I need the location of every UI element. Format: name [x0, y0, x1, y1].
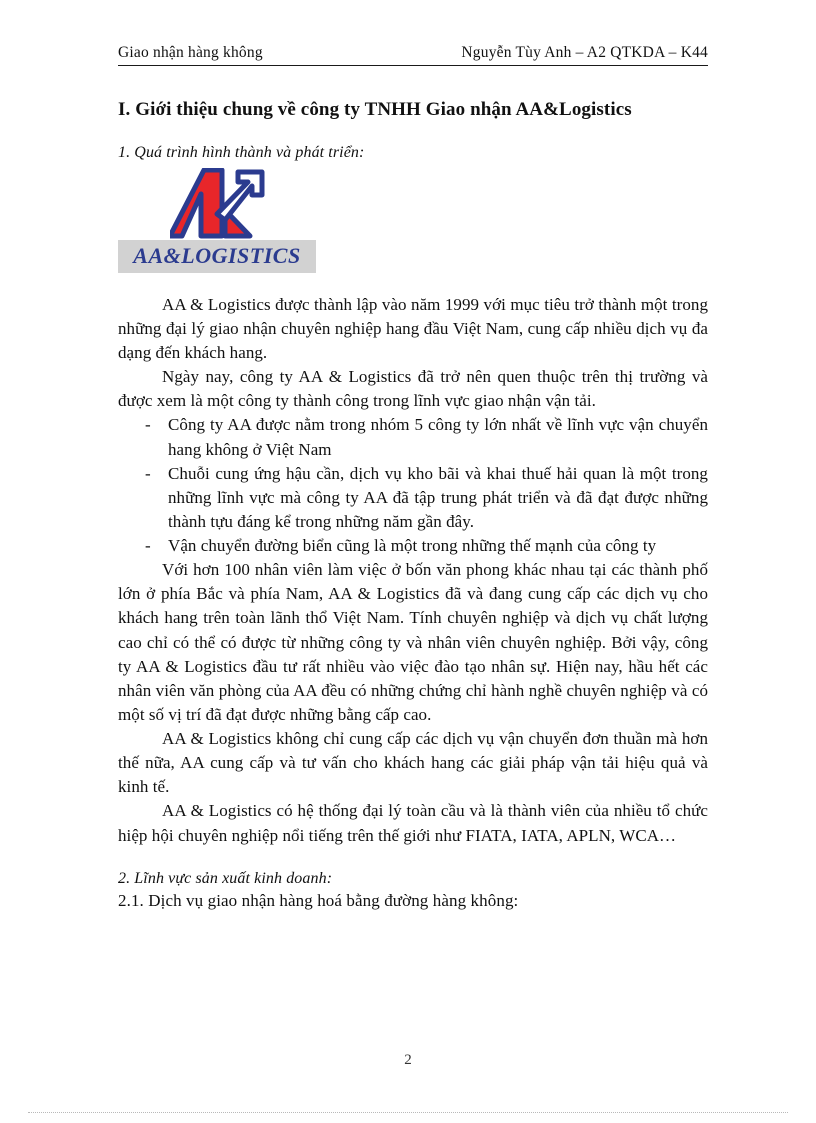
paragraph-5: AA & Logistics có hệ thống đại lý toàn cầu và là thành viên của nhiều tổ chức hiệp hội chuyên nghiệp nổi tiếng trên thế giới như FIATA, IATA, APLN, WCA… [118, 801, 708, 845]
subheading-2: 2. Lĩnh vực sản xuất kinh doanh: [118, 869, 333, 887]
bullet-list [118, 413, 708, 558]
subheading-1: 1. Quá trình hình thành và phát triển: [118, 143, 365, 161]
list-item-text: Chuỗi cung ứng hậu cần, dịch vụ kho bãi và khai thuế hải quan là một trong những lĩnh vực mà công ty AA đã tập trung phát triển và đã đạt được những thành tựu đáng kể trong những năm gần đây. [168, 463, 708, 531]
page-bottom-divider [28, 1112, 788, 1113]
list-item [118, 534, 708, 558]
subheading-2-1: 2.1. Dịch vụ giao nhận hàng hoá bằng đường hàng không: [118, 890, 519, 910]
paragraph-block-3 [118, 727, 708, 799]
paragraph-block-4 [118, 799, 708, 847]
list-item-text: Vận chuyển đường biển cũng là một trong những thế mạnh của công ty [168, 536, 657, 555]
bullet-marker: - [145, 536, 151, 555]
bullet-marker: - [145, 463, 151, 483]
list-item [118, 413, 708, 461]
page-content [118, 44, 708, 911]
logo-wordmark-band [118, 240, 316, 273]
header-right-text: Nguyễn Tùy Anh – A2 QTKDA – K44 [461, 44, 708, 61]
logo-wordmark-text: AA&LOGISTICS [133, 243, 301, 269]
bullet-marker: - [145, 415, 151, 435]
page-number: 2 [404, 1052, 412, 1068]
paragraph-block-1 [118, 293, 708, 414]
company-logo [118, 168, 316, 273]
page-title: I. Giới thiệu chung về công ty TNHH Giao nhận AA&Logistics [118, 99, 632, 120]
running-header [118, 44, 708, 65]
paragraph-1: AA & Logistics được thành lập vào năm 1999 với mục tiêu trở thành một trong những đại lý giao nhận chuyên nghiệp hang đầu Việt Nam, cung cấp nhiều dịch vụ đa dạng đến khách hang. [118, 294, 708, 362]
header-divider [118, 65, 708, 66]
header-left-text: Giao nhận hàng không [118, 44, 263, 61]
paragraph-block-2 [118, 558, 708, 727]
paragraph-4: AA & Logistics không chỉ cung cấp các dịch vụ vận chuyển đơn thuần mà hơn thế nữa, AA cung cấp và tư vấn cho khách hang các giải pháp vận tải hiệu quả và kinh tế. [118, 729, 708, 797]
list-item [118, 462, 708, 534]
logo-mark-icon [118, 168, 316, 240]
paragraph-3: Với hơn 100 nhân viên làm việc ở bốn văn phong khác nhau tại các thành phố lớn ở phía Bắc và phía Nam, AA & Logistics đã và đang cung cấp các dịch vụ cho khách hang trên toàn lãnh thổ Việt Nam. Tính chuyên nghiệp và dịch vụ chất lượng cao chỉ có thể có được từ những công ty và nhân viên chuyên nghiệp. Bởi vậy, công ty AA & Logistics đầu tư rất nhiều vào việc đào tạo nhân sự. Hiện nay, hầu hết các nhân viên văn phòng của AA đều có những chứng chỉ hành nghề chuyên nghiệp và có một số vị trí đã đạt được những bằng cấp cao. [118, 560, 708, 724]
paragraph-2: Ngày nay, công ty AA & Logistics đã trở nên quen thuộc trên thị trường và được xem là một công ty thành công trong lĩnh vực giao nhận vận tải. [118, 367, 708, 411]
list-item-text: Công ty AA được nằm trong nhóm 5 công ty lớn nhất về lĩnh vực vận chuyển hang không ở Việt Nam [168, 415, 708, 459]
